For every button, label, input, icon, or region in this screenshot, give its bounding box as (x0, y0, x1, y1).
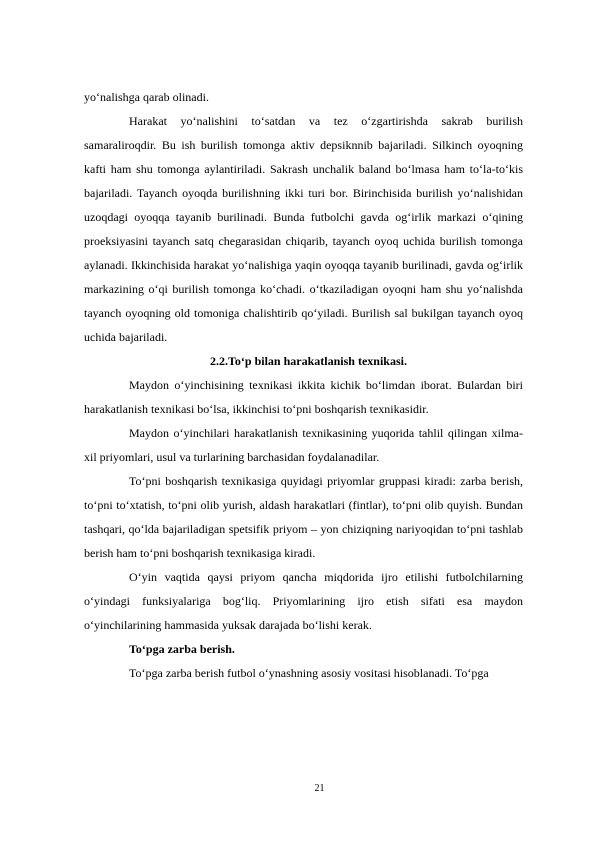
paragraph-kick-intro: To‘pga zarba berish futbol o‘ynashning asosiy vositasi hisoblanadi. To‘pga (129, 666, 489, 680)
subheading-kick: To‘pga zarba berish. (129, 642, 235, 656)
paragraph-movement-methods: Maydon o‘yinchilari harakatlanish texnikasining yuqorida tahlil qilingan xilma-xil priyomlari, usul va turlarining barchasidan foydalanadilar. (84, 426, 523, 464)
paragraph-player-technique: Maydon o‘yinchisining texnikasi ikkita kichik bo‘limdan iborat. Bulardan biri harakatlanish texnikasi bo‘lsa, ikkinchisi to‘pni boshqarish texnikasidir. (84, 378, 523, 416)
document-page (84, 85, 523, 685)
page-number: 21 (314, 783, 325, 794)
paragraph-game-functions: O‘yin vaqtida qaysi priyom qancha miqdorida ijro etilishi futbolchilarning o‘yindagi funksiyalariga bog‘liq. Priyomlarining ijro etish sifati esa maydon o‘yinchilarining hammasida yuksak darajada bo‘lishi kerak. (84, 570, 523, 632)
paragraph-ball-control: To‘pni boshqarish texnikasiga quyidagi priyomlar gruppasi kiradi: zarba berish, to‘pni to‘xtatish, to‘pni olib yurish, aldash harakatlari (fintlar), to‘pni olib quyish. Bundan tashqari, qo‘lda bajariladigan spetsifik priyom – yon chiziqning nariyoqidan to‘pni tashlab berish ham to‘pni boshqarish texnikasiga kiradi. (84, 474, 523, 560)
paragraph-turning-technique: Harakat yo‘nalishini to‘satdan va tez o‘zgartirishda sakrab burilish samaraliroqdir. Bu ish burilish tomonga aktiv depsiknnib bajariladi. Silkinch oyoqning kafti ham shu tomonga aylantiriladi. Sakrash unchalik baland bo‘lmasa ham to‘la-to‘kis bajariladi. Tayanch oyoqda burilishning ikki turi bor. Birinchisida burilish yo‘nalishidan uzoqdagi oyoqqa tayanib burilinadi. Bunda futbolchi gavda og‘irlik markazi o‘qining proeksiyasini tayanch satq chegarasidan chiqarib, tayanch oyoq uchida burilish tomonga aylanadi. Ikkinchisida harakat yo‘nalishiga yaqin oyoqqa tayanib burilinadi, gavda og‘irlik markazining o‘qi burilish tomonga ko‘chadi. o‘tkaziladigan oyoqni ham shu yo‘nalishda tayanch oyoqning old tomoniga chalishtirib qo‘yiladi. Burilish sal bukilgan tayanch oyoq uchida bajariladi. (84, 114, 523, 344)
paragraph-continuation: yo‘nalishga qarab olinadi. (84, 90, 209, 104)
section-heading: 2.2.To‘p bilan harakatlanish texnikasi. (210, 354, 407, 368)
